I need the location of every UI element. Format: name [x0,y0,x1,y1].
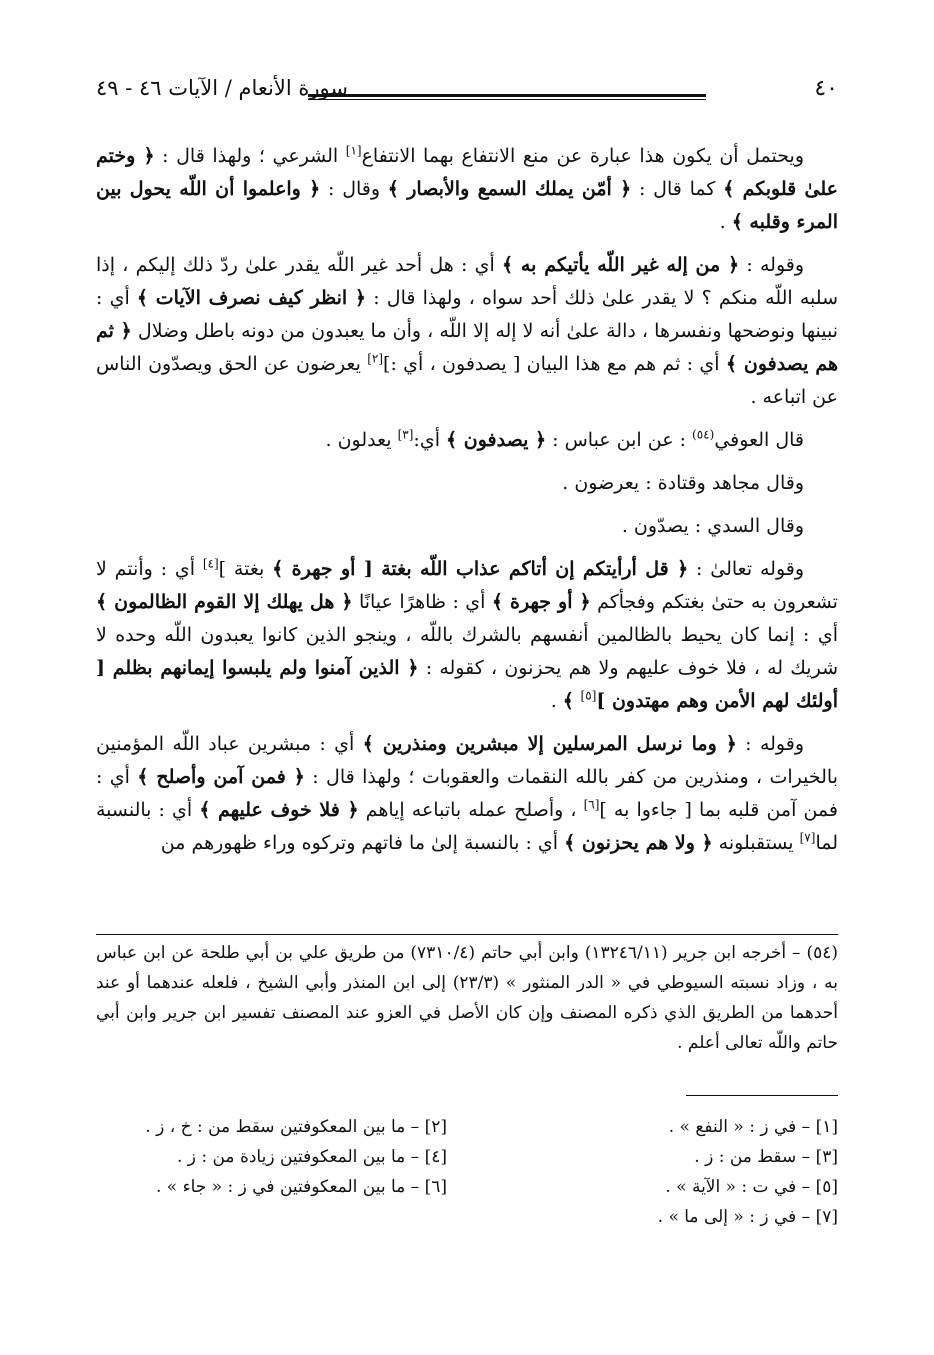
paragraph-3 [96,424,838,457]
quran-quote: ﴿ فمن آمن وأصلح ﴾ [137,766,305,788]
variant-note-4: [٤] – ما بين المعكوفتين زيادة من : ز . [176,1147,447,1167]
text: أي : هل أحد غير اللّه يقدر علىٰ ردّ ذلك إليكم ، إذا سلبه اللّه منكم ؟ لا يقدر علىٰ ذلك أحد سواه ، ولهذا قال : [96,254,838,309]
text: وقوله تعالىٰ : [688,558,805,580]
text: أي : وأنتم لا تشعرون به حتىٰ بغتكم وفجأكم [96,558,838,613]
text: أي : بالنسبة إلىٰ ما فاتهم وتركوه وراء ظهورهم من [160,832,565,854]
paragraph-6 [96,553,838,718]
quran-quote: ﴿ الذين آمنوا ولم يلبسوا إيمانهم بظلم [ أولئك لهم الأمن وهم مهتدون ] [96,657,838,712]
note-ref: [٣] [397,427,414,442]
quran-quote: ﴿ واعلموا أن اللّه يحول بين المرء وقلبه ﴾ [96,178,838,233]
variant-note-6: [٦] – ما بين المعكوفتين في ز : « جاء » . [156,1177,447,1197]
variant-note-7: [٧] – في ز : « إلى ما » . [657,1207,838,1227]
quran-quote: ﴿ فلا خوف عليهم ﴾ [199,799,359,821]
variant-notes [96,1112,838,1232]
text: أي : نبينها ونوضحها ونفسرها ، دالة علىٰ أنه لا إله إلا اللّه ، وأن ما يعبدون من دونه باطل وضلال [96,287,838,342]
note-ref: [١] [345,143,362,158]
text: وقوله : [736,733,804,755]
paragraph-4 [96,467,838,500]
quran-quote: ﴿ انظر كيف نصرف الآيات ﴾ [136,287,367,309]
text: يستقبلونه [712,832,800,854]
text: يعدلون . [325,429,398,451]
note-ref: [٢] [367,351,384,366]
variant-note-2: [٢] – ما بين المعكوفتين سقط من : خ ، ز . [145,1117,447,1137]
text: أي : مبشرين عباد اللّه المؤمنين بالخيرات ، ومنذرين من كفر بالله النقمات والعقوبات ؛ ولهذا قال : [96,733,838,788]
quran-quote: ﴿ قل أرأيتكم إن أتاكم عذاب اللّه بغتة [ أو جهرة ﴾ [272,558,689,580]
quran-quote: ﴿ من إله غير اللّه يأتيكم به ﴾ [502,254,740,276]
text: أي: [413,429,447,451]
text: أي : فمن آمن قلبه بما [ جاءوا به ] [96,766,838,821]
page-header [96,72,838,112]
quran-quote: ﴾ [562,690,581,712]
text: بغتة ] [218,558,273,580]
text: . [550,690,563,712]
variant-note-5: [٥] – في ت : « الآية » . [665,1177,838,1197]
paragraph-7 [96,728,838,860]
text: ، وأصلح عمله باتباعه إياهم [358,799,584,821]
paragraph-5 [96,510,838,543]
text: وقال مجاهد وقتادة : يعرضون . [562,472,804,494]
text: أي : إنما كان يحيط بالظالمين أنفسهم بالشرك باللّه ، وينجو الذين كانوا يعبدون اللّه وحده لا شريك له ، فلا خوف عليهم ولا هم يحزنون ، كقوله : [96,624,838,679]
quran-quote: ﴿ يصدفون ﴾ [446,429,547,451]
note-ref: [٧] [799,830,816,845]
paragraph-2 [96,249,838,414]
header-rule [308,94,706,97]
surah-title: سورة الأنعام / الآيات ٤٦ - ٤٩ [96,76,348,100]
note-ref: [٤] [202,556,219,571]
quran-quote: ﴿ ثم هم يصدفون ﴾ [96,320,839,375]
quran-quote: ﴿ هل يهلك إلا القوم الظالمون ﴾ [96,591,353,613]
main-text [96,140,838,870]
paragraph-1 [96,140,838,239]
variant-note-3: [٣] – سقط من : ز . [694,1147,838,1167]
text: الشرعي ؛ ولهذا قال : [154,145,346,167]
text: يعرضون عن الحق ويصدّون الناس عن اتباعه . [96,353,838,408]
quran-quote: ﴿ أو جهرة ﴾ [491,591,591,613]
text: قال العوفي [714,429,804,451]
quran-quote: ﴿ ولا هم يحزنون ﴾ [564,832,713,854]
text: وقال السدي : يصدّون . [621,515,804,537]
variant-note-1: [١] – في ز : « النفع » . [668,1117,838,1137]
footnote-divider [96,934,838,935]
text: أي : ظاهرًا عيانًا [352,591,492,613]
variants-divider [686,1095,838,1096]
footnote-ref: (٥٤) [692,427,715,442]
quran-quote: ﴿ وما نرسل المرسلين إلا مبشرين ومنذرين ﴾ [362,733,737,755]
text: كما قال : [631,178,724,200]
text: أي : ثم هم مع هذا البيان [ يصدفون ، أي :] [383,353,726,375]
text: . [719,211,732,233]
quran-quote: ﴿ وختم علىٰ قلوبكم ﴾ [96,145,838,200]
footnote-54: (٥٤) – أخرجه ابن جرير (١٣٢٤٦/١١) وابن أبي حاتم (٧٣١٠/٤) من طريق علي بن أبي طلحة عن ابن عباس به ، وزاد نسبته السيوطي في « الدر المنثور » (٢٣/٣) إلى ابن المنذر وأبي الشيخ ، فلعله عندهما أو عند أحدهما من الطريق الذي ذكره المصنف وإن كان الأصل في العزو عند المصنف تفسير ابن جرير وابن أبي حاتم واللّه تعالى أعلم . [96,943,838,1053]
note-ref: [٦] [583,797,600,812]
note-ref: [٥] [580,688,597,703]
text: ويحتمل أن يكون هذا عبارة عن منع الانتفاع بهما الانتفاع [361,145,804,167]
text: وقال : [320,178,388,200]
page-number: ٤٠ [814,76,838,101]
text: وقوله : [739,254,805,276]
quran-quote: ﴿ أمّن يملك السمع والأبصار ﴾ [387,178,632,200]
text: أي : بالنسبة لما [96,799,838,854]
text: : عن ابن عباس : [546,429,693,451]
